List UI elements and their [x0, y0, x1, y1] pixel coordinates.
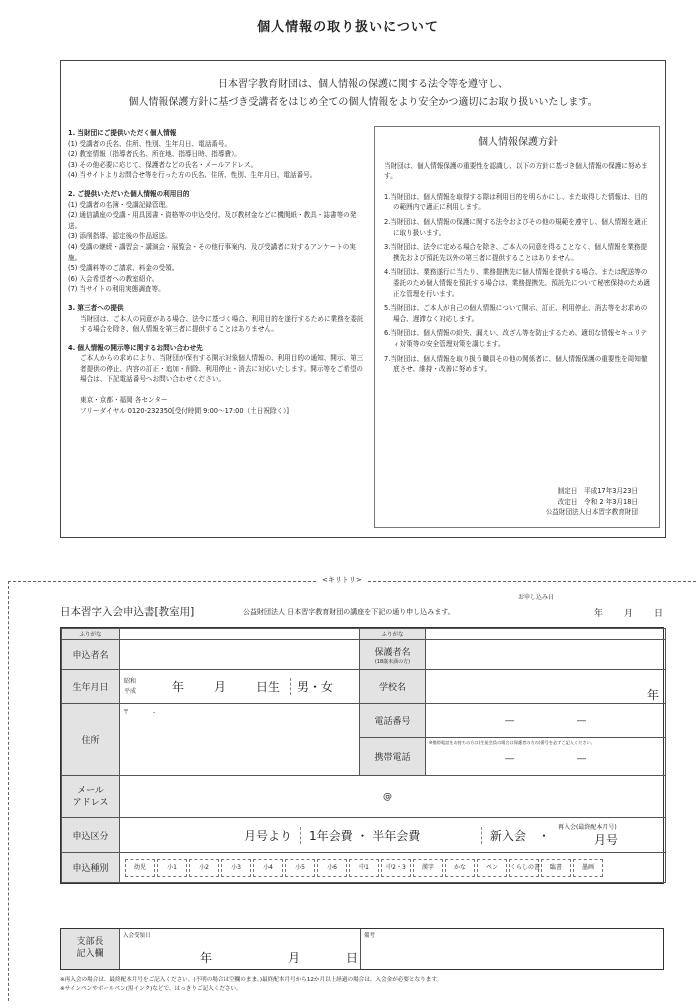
phone-dash-2: ―: [576, 715, 586, 726]
section-1: [68, 128, 364, 181]
enroll-year: 年: [200, 951, 213, 965]
section-heading: 1. 当財団にご提供いただく個人情報: [68, 129, 177, 137]
list-item: (2) 教室情報（指導者氏名、所在地、指導日時、指導費）。: [68, 150, 241, 159]
mobile-label: 携帯電話: [360, 738, 426, 776]
enroll-day: 日: [346, 951, 359, 965]
guardian-furigana-input[interactable]: [426, 629, 666, 640]
revised-date: 改定日 令和 2 年3月18日: [557, 497, 638, 506]
page-title: 個人情報の取り扱いについて: [257, 20, 439, 35]
enroll-date-input[interactable]: [120, 929, 361, 969]
phone-label: 電話番号: [360, 704, 426, 738]
kind-option[interactable]: 小5: [285, 859, 315, 877]
apply-type-input[interactable]: [120, 818, 666, 853]
sections: [68, 128, 364, 416]
birth-month-unit: 月: [214, 680, 227, 694]
list-item: (4) 受講の継続・講習会・講演会・展覧会・その他行事案内、及び受講者に対するアンケートの実施。: [68, 242, 356, 262]
applicant-name-input[interactable]: [120, 640, 360, 670]
enroll-month: 月: [288, 951, 301, 965]
remarks-input[interactable]: [361, 929, 663, 969]
contact-centers: 東京・京都・福岡 各センター: [80, 396, 168, 405]
kind-option[interactable]: 漢字: [413, 859, 443, 877]
kind-option[interactable]: ペン: [477, 859, 507, 877]
reenroll-note: 再入会(最終配本月号): [558, 824, 617, 831]
form-subtitle: 公益財団法人 日本習字教育財団の講座を下記の通り申し込みます。: [243, 608, 455, 616]
list-item: (1) 受講者の氏名、住所、性別、生年月日、電話番号。: [68, 139, 232, 148]
apply-kind-options: [120, 853, 666, 883]
kind-option[interactable]: かな: [445, 859, 475, 877]
guardian-furigana-label: ふりがな: [360, 629, 426, 640]
reenroll-month: 月号: [594, 833, 619, 847]
list-item: (7) 当サイトの利用実態調査等。: [68, 285, 165, 294]
remarks-label: 備考: [364, 933, 376, 939]
birth-day-unit: 日生: [256, 680, 281, 694]
at-sign: @: [383, 791, 392, 802]
apply-month: 月: [624, 609, 634, 619]
list-item: (6) 入会希望者への教室紹介。: [68, 274, 159, 283]
mobile-dash-1: ―: [505, 754, 515, 764]
policy-dates: [546, 486, 638, 518]
policy-item: 6.当財団は、個人情報の紛失、漏えい、改ざん等を防止するため、適切な情報セキュリティ対策等の安全管理対策を講じます。: [384, 329, 648, 348]
section-2: [68, 189, 364, 295]
school-name-label: 学校名: [360, 670, 426, 704]
guardian-name-label: 保護者名: [374, 647, 411, 658]
address-label: 住所: [62, 704, 120, 776]
school-name-input[interactable]: [426, 670, 666, 704]
kind-option[interactable]: くらしの書: [509, 859, 539, 877]
postal-mark: 〒: [123, 709, 130, 716]
kind-option[interactable]: 幼児: [125, 859, 155, 877]
list-item: (5) 受講料等のご請求、料金の受領。: [68, 264, 179, 273]
list-item: (3) その他必要に応じて、保護者などの氏名・メールアドレス。: [68, 160, 258, 169]
email-label: メール アドレス: [62, 776, 120, 818]
policy-title: 個人情報保護方針: [478, 137, 558, 148]
contact-phone: フリーダイヤル 0120-232350[受付時間 9:00〜17:00（土日祝除く）]: [80, 406, 289, 415]
new-member-option[interactable]: 新入会 ・: [481, 827, 550, 844]
section-4: [68, 343, 364, 385]
cut-label: <キリトリ>: [318, 575, 366, 585]
section-heading: 3. 第三者への提供: [68, 303, 124, 312]
birthdate-input[interactable]: [120, 670, 360, 704]
era-showa: 昭和: [124, 677, 137, 685]
email-input[interactable]: [120, 776, 666, 818]
gender-select[interactable]: 男・女: [290, 678, 333, 695]
month-from: 月号より: [244, 828, 293, 843]
branch-box: [60, 928, 664, 970]
kind-option[interactable]: 小4: [253, 859, 283, 877]
school-grade-unit: 年: [646, 688, 659, 702]
section-3: [68, 303, 364, 335]
list-item: (4) 当サイトよりお問合せ等を行った方の氏名、住所、性別、生年月日、電話番号。: [68, 171, 317, 180]
policy-item: 4.当財団は、業務遂行に当たり、業務提携先に個人情報を提供する場合、または配送等の委託のため個人情報を預託する場合は、業務提携先、預託先について秘密保持のため適正な管理を行います。: [384, 268, 651, 298]
kind-option[interactable]: 小1: [157, 859, 187, 877]
furigana-input[interactable]: [120, 629, 360, 640]
kind-option[interactable]: 小6: [317, 859, 347, 877]
section-heading: 4. 個人情報の開示等に関するお問い合わせ先: [68, 343, 203, 352]
mobile-input[interactable]: [426, 738, 666, 776]
apply-date-label: お申し込み日: [518, 594, 555, 601]
policy-item: 3.当財団は、法令に定める場合を除き、ご本人の同意を得ることなく、個人情報を業務提携先および預託先以外の第三者に提供することはありません。: [384, 243, 648, 262]
list-item: (2) 通信講座の受講・用具図書・資格等の申込受付、及び教材金などに機関紙・教具・誌書等の発送。: [68, 211, 357, 230]
apply-day: 日: [654, 609, 664, 619]
policy-lead: 当財団は、個人情報保護の重要性を認識し、以下の方針に基づき個人情報の保護に努めます。: [384, 161, 648, 181]
guardian-note: (18歳未満の方): [374, 658, 411, 665]
kind-option[interactable]: 中1: [349, 859, 379, 877]
apply-kind-label: 申込種別: [62, 853, 120, 883]
policy-item: 7.当財団は、個人情報を取り扱う職員その他の関係者に、個人情報保護の重要性を周知徹底させ、維持・改善に努めます。: [384, 354, 648, 374]
applicant-name-label: 申込者名: [62, 640, 120, 670]
kind-option[interactable]: 中2・3: [381, 859, 411, 877]
guardian-name-cell: [360, 640, 426, 670]
section-body: ご本人からの求めにより、当財団が保有する開示対象個人情報の、利用目的の通知、開示、第三者提供の停止、内容の訂正・追加・削除、利用停止・消去に対応いたします。開示等をご希望の場合は、下記電話番号へお問い合わせください。: [80, 354, 364, 384]
furigana-label: ふりがな: [62, 629, 120, 640]
apply-type-label: 申込区分: [62, 818, 120, 853]
form-title: 日本習字入会申込書[教室用]: [60, 606, 195, 618]
apply-year: 年: [594, 609, 604, 619]
postal-dash: -: [152, 709, 156, 716]
section-heading: 2. ご提供いただいた個人情報の利用目的: [68, 189, 190, 198]
policy-item: 1.当財団は、個人情報を取得する際は利用目的を明らかにし、また取得した情報は、目的の範囲内で適正に利用します。: [384, 192, 648, 212]
kind-option[interactable]: 墨画: [573, 859, 603, 877]
guardian-name-input[interactable]: [426, 640, 666, 670]
era-heisei: 平成: [124, 687, 137, 695]
note-2: ※サインペンやボールペン(黒インク)などで、はっきりご記入ください。: [60, 986, 242, 992]
list-item: (1) 受講者の名簿・受講記録管理。: [68, 200, 172, 209]
fee-options[interactable]: 1年会費 ・ 半年会費: [300, 827, 481, 844]
branch-label: 支部長 記入欄: [61, 929, 120, 969]
kind-option[interactable]: 臨書: [541, 859, 571, 877]
section-body: 当財団は、ご本人の同意がある場合、法令に基づく場合、利用目的を遂行するために業務を委託する場合を除き、個人情報を第三者に提供することはありません。: [80, 314, 364, 334]
birthdate-label: 生年月日: [62, 670, 120, 704]
kind-option[interactable]: 小3: [221, 859, 251, 877]
intro-line-2: 個人情報保護方針に基づき受講者をはじめ全ての個人情報をより安全かつ適切にお取り扱いいたします。: [128, 97, 598, 108]
note-1: ※再入会の場合は、最終配本月号をご記入ください。(不明の場合は空欄のまま。)最終配本月号から12か月以上経過の場合は、入会金が必要となります。: [60, 977, 443, 983]
mobile-dash-2: ―: [576, 754, 586, 764]
phone-input[interactable]: [426, 704, 666, 738]
intro-line-1: 日本習字教育財団は、個人情報の保護に関する法令等を遵守し、: [218, 79, 508, 90]
enroll-date-label: 入会受領日: [123, 933, 151, 939]
policy-item: 2.当財団は、個人情報の保護に関する法令およびその他の規範を遵守し、個人情報を適正に取り扱います。: [384, 217, 648, 237]
enacted-date: 制定日 平成17年3月23日: [557, 487, 638, 495]
policy: [384, 138, 652, 375]
policy-item: 5.当財団は、ご本人が自己の個人情報について開示、訂正、利用停止、消去等をお求めの場合、遅滞なく対応します。: [384, 304, 648, 323]
birth-year-unit: 年: [172, 680, 185, 694]
phone-dash-1: ―: [505, 715, 515, 726]
contact: [68, 395, 364, 416]
mobile-note: ※携帯電話をお持ちの方は(生徒会員の場合は保護者の方の)番号を必ずご記入ください。: [429, 740, 595, 745]
address-input[interactable]: [120, 704, 360, 776]
policy-org: 公益財団法人日本習字教育財団: [545, 508, 638, 517]
kind-option[interactable]: 小2: [189, 859, 219, 877]
application-form: [60, 627, 664, 884]
cut-line-left: [8, 581, 9, 1001]
list-item: (3) 添削指導、認定後の作品返送。: [68, 232, 172, 241]
